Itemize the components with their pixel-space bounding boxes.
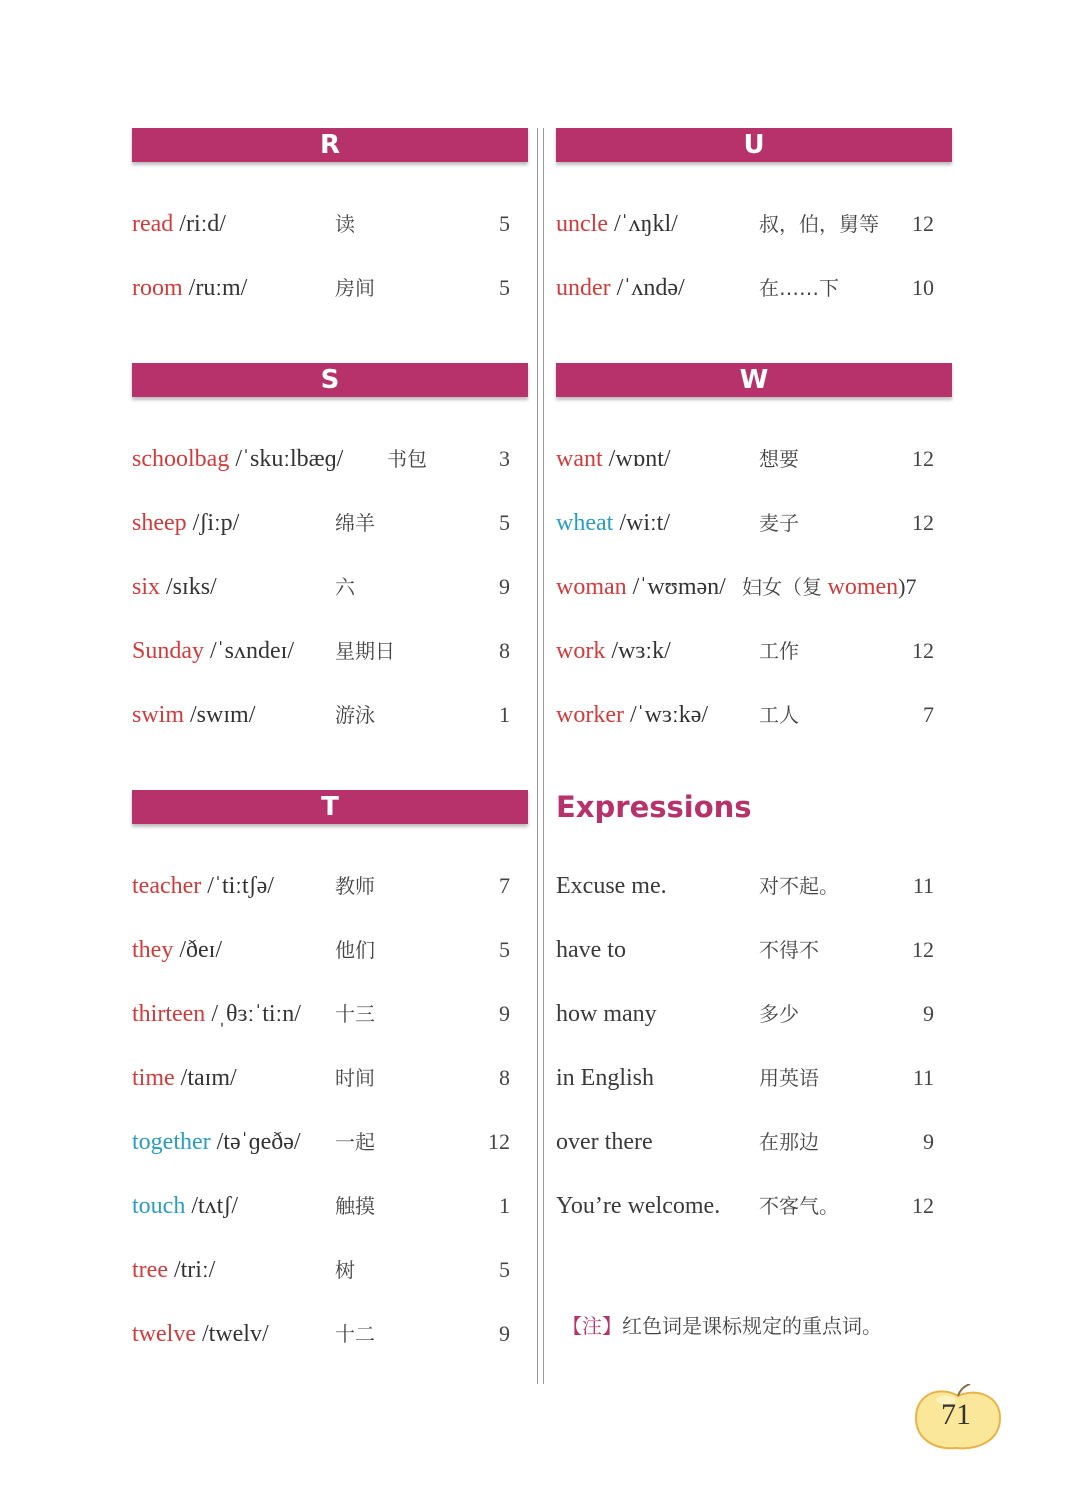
entry-phonetic: /riːd/: [179, 211, 226, 237]
entry-phonetic: /ˈwɜːkə/: [629, 702, 709, 728]
expression-meaning: 多少: [759, 1002, 799, 1026]
entry-meaning: 麦子: [759, 511, 799, 535]
expression-unit: 9: [923, 1129, 934, 1154]
entry-unit: 5: [499, 937, 510, 962]
section-s: [132, 363, 528, 762]
section-w: [556, 363, 952, 762]
entry-unit: 7: [499, 873, 510, 898]
entry-unit: 5: [499, 510, 510, 535]
expression-unit: 11: [912, 873, 934, 898]
entry-phonetic: /ˈtiːtʃə/: [207, 873, 274, 899]
entry-phonetic: /tʌtʃ/: [191, 1193, 238, 1219]
vocab-entry: [132, 1317, 528, 1381]
entry-plural: women: [827, 574, 899, 600]
vocab-entry: [132, 1253, 528, 1317]
entry-phonetic: /ʃiːp/: [192, 510, 240, 536]
entry-word: read: [132, 211, 174, 237]
left-column: [132, 128, 528, 1381]
entry-phonetic: /taɪm/: [180, 1065, 237, 1091]
entry-meaning: 时间: [335, 1066, 375, 1090]
entry-word: sheep: [132, 510, 187, 536]
entry-unit: 3: [499, 446, 510, 471]
entry-unit: 1: [499, 702, 510, 727]
entry-meaning: 房间: [335, 276, 375, 300]
entry-meaning: 一起: [335, 1130, 375, 1154]
entry-phonetic: /twelv/: [201, 1321, 269, 1347]
right-column: [556, 128, 952, 1253]
entry-meaning: 十三: [335, 1002, 375, 1026]
entry-phonetic: /wɒnt/: [608, 446, 671, 472]
entry-phonetic: /təˈɡeðə/: [216, 1129, 301, 1155]
entry-meaning: 工人: [759, 703, 799, 727]
vocab-entry: [132, 271, 528, 335]
entry-meaning: 教师: [335, 874, 375, 898]
entry-unit: 8: [499, 1065, 510, 1090]
expression-entry: [556, 869, 952, 933]
entry-phonetic: /ðeɪ/: [179, 937, 222, 963]
vocab-entry: [132, 933, 528, 997]
entry-unit: 1: [499, 1193, 510, 1218]
entry-phonetic: /wiːt/: [619, 510, 670, 536]
page-number-badge: [912, 1384, 1004, 1454]
entry-phonetic: /ˈʌŋkl/: [613, 211, 678, 237]
section-header-r: R: [132, 128, 528, 162]
entry-unit: 5: [499, 211, 510, 236]
entry-word: tree: [132, 1257, 168, 1283]
entry-unit: 7: [923, 702, 934, 727]
entry-word: schoolbag: [132, 446, 230, 472]
entry-word: touch: [132, 1193, 186, 1219]
vocab-entry: [132, 442, 528, 506]
vocab-entry: [556, 271, 952, 335]
expression-meaning: 不得不: [759, 938, 819, 962]
expression-phrase: how many: [556, 1001, 657, 1027]
entry-phonetic: /ˌθɜːˈtiːn/: [211, 1001, 301, 1027]
footnote-bracket: 【注】: [562, 1314, 622, 1338]
entry-word: swim: [132, 702, 185, 728]
entry-phonetic: /ruːm/: [188, 275, 248, 301]
vocab-entry: [132, 997, 528, 1061]
entry-unit: 12: [488, 1129, 510, 1154]
entry-word: room: [132, 275, 183, 301]
vocab-entry: [556, 506, 952, 570]
expression-entry: [556, 1061, 952, 1125]
entry-meaning: 六: [335, 575, 355, 599]
expression-entry: [556, 1189, 952, 1253]
entry-meaning: 十二: [335, 1322, 375, 1346]
entry-unit: 9: [499, 574, 510, 599]
section-header-u: U: [556, 128, 952, 162]
vocab-entry: [132, 207, 528, 271]
expression-unit: 12: [912, 1193, 934, 1218]
entry-unit: 9: [499, 1321, 510, 1346]
entry-word: want: [556, 446, 603, 472]
entry-phonetic: /wɜːk/: [611, 638, 671, 664]
entry-word: worker: [556, 702, 624, 728]
entry-meaning: 书包: [387, 447, 427, 471]
vocab-entry: [556, 570, 952, 634]
vocab-entry: [132, 570, 528, 634]
entry-unit: 12: [912, 510, 934, 535]
entry-word: under: [556, 275, 611, 301]
expression-entry: [556, 1125, 952, 1189]
expression-phrase: have to: [556, 937, 626, 963]
column-divider: [537, 128, 544, 1384]
vocab-entry: [132, 1189, 528, 1253]
entry-meaning: 叔，伯，舅等: [759, 212, 879, 236]
section-header-w: W: [556, 363, 952, 397]
entry-phonetic: /sɪks/: [166, 574, 217, 600]
entry-unit: 5: [499, 275, 510, 300]
expression-meaning: 用英语: [759, 1066, 819, 1090]
section-expressions: [556, 790, 952, 1253]
expression-phrase: Excuse me.: [556, 873, 667, 899]
section-u: [556, 128, 952, 335]
entry-unit: 7: [905, 574, 917, 599]
vocab-entry: [132, 869, 528, 933]
entry-word: Sunday: [132, 638, 204, 664]
entry-unit: 12: [912, 446, 934, 471]
entry-word: wheat: [556, 510, 614, 536]
section-header-t: T: [132, 790, 528, 824]
expression-phrase: over there: [556, 1129, 653, 1155]
expression-unit: 9: [923, 1001, 934, 1026]
expression-entry: [556, 933, 952, 997]
entry-phonetic: /ˈʌndə/: [616, 275, 685, 301]
entry-word: woman: [556, 574, 627, 600]
footnote-text: 红色词是课标规定的重点词。: [622, 1314, 882, 1338]
entry-unit: 5: [499, 1257, 510, 1282]
expression-phrase: in English: [556, 1065, 655, 1091]
entry-word: uncle: [556, 211, 608, 237]
entry-word: thirteen: [132, 1001, 206, 1027]
entry-meaning: 想要: [759, 447, 799, 471]
entry-unit: 12: [912, 638, 934, 663]
entry-word: together: [132, 1129, 211, 1155]
vocab-entry: [556, 698, 952, 762]
entry-phonetic: /ˈskuːlbæɡ/: [235, 446, 344, 472]
entry-meaning: 树: [335, 1258, 355, 1282]
entry-meaning: 触摸: [335, 1194, 375, 1218]
entry-unit: 10: [912, 275, 934, 300]
expression-meaning: 对不起。: [759, 874, 839, 898]
entry-word: teacher: [132, 873, 202, 899]
expression-meaning: 在那边: [759, 1130, 819, 1154]
entry-close-paren: ): [898, 574, 906, 599]
vocab-entry: [132, 506, 528, 570]
entry-phonetic: /triː/: [173, 1257, 216, 1283]
vocab-entry: [556, 207, 952, 271]
entry-phonetic: /ˈsʌndeɪ/: [210, 638, 294, 664]
entry-meaning: 在……下: [759, 276, 839, 300]
entry-phonetic: /swɪm/: [190, 702, 256, 728]
entry-meaning: 游泳: [335, 703, 375, 727]
entry-unit: 9: [499, 1001, 510, 1026]
entry-meaning: 绵羊: [335, 511, 375, 535]
vocab-entry: [556, 634, 952, 698]
entry-unit: 8: [499, 638, 510, 663]
section-t: [132, 790, 528, 1381]
entry-meaning: [742, 570, 916, 604]
expression-phrase: You’re welcome.: [556, 1193, 721, 1219]
footnote: [562, 1310, 882, 1339]
vocab-entry: [132, 634, 528, 698]
expression-unit: 12: [912, 937, 934, 962]
entry-word: six: [132, 574, 161, 600]
entry-meaning: 他们: [335, 938, 375, 962]
section-header-s: S: [132, 363, 528, 397]
entry-meaning: 星期日: [335, 639, 395, 663]
vocab-entry: [132, 698, 528, 762]
entry-unit: 12: [912, 211, 934, 236]
vocab-entry: [132, 1061, 528, 1125]
expression-meaning: 不客气。: [759, 1194, 839, 1218]
expressions-heading: Expressions: [556, 790, 752, 824]
entry-meaning: 读: [335, 212, 355, 236]
entry-meaning: 工作: [759, 639, 799, 663]
entry-word: they: [132, 937, 174, 963]
entry-word: twelve: [132, 1321, 196, 1347]
vocab-entry: [132, 1125, 528, 1189]
entry-word: time: [132, 1065, 175, 1091]
vocab-entry: [556, 442, 952, 506]
entry-meaning-text: 妇女（复: [742, 575, 822, 599]
entry-word: work: [556, 638, 606, 664]
entry-phonetic: /ˈwʊmən/: [632, 574, 726, 600]
expression-entry: [556, 997, 952, 1061]
section-r: [132, 128, 528, 335]
page-number: 71: [941, 1398, 971, 1431]
expression-unit: 11: [912, 1065, 934, 1090]
